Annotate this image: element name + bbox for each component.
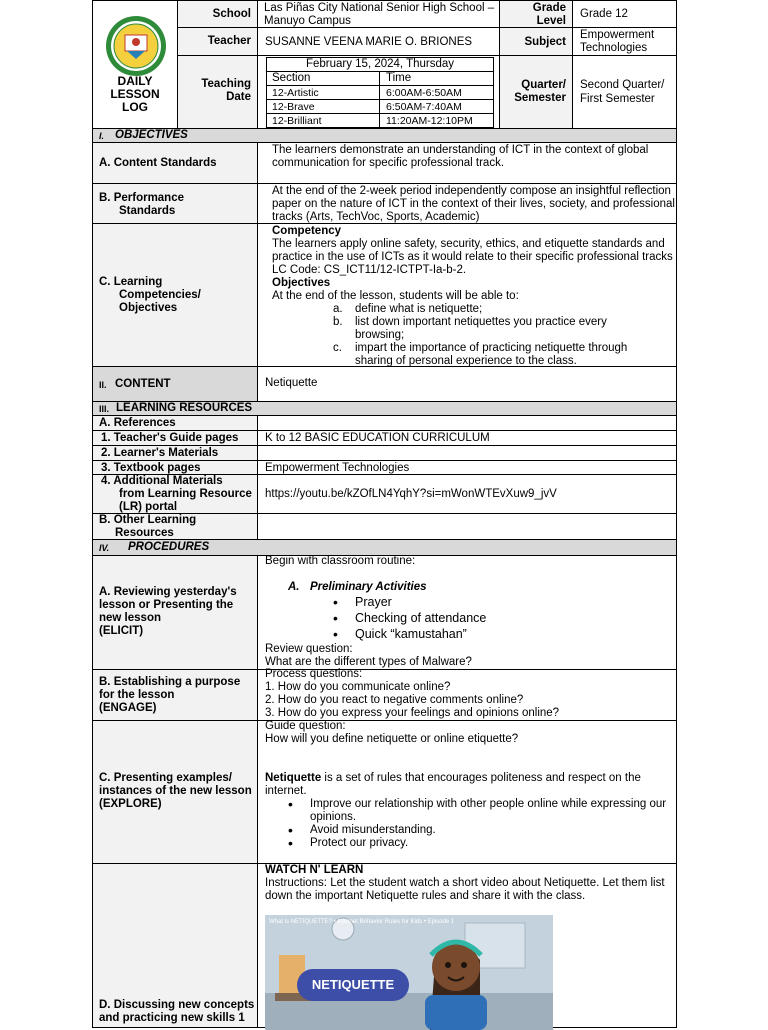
objectives-num: I.: [99, 131, 105, 141]
engage-label-line-1: B. Establishing a purpose: [99, 676, 241, 688]
school-value-cell: [257, 0, 500, 28]
teacher-label: Teacher: [207, 35, 251, 47]
lc-label-line-3: Objectives: [119, 302, 178, 314]
schedule-time: 6:00AM-6:50AM: [386, 87, 462, 99]
content-standards-line-1: The learners demonstrate an understanding of ICT in the context of global: [272, 144, 649, 156]
objectives-header: [92, 128, 677, 143]
school-label: School: [212, 8, 251, 20]
competency-line-2: practice in the use of ICTs as it would relate to their specific professional tracks: [272, 251, 673, 263]
date-label-line-1: Teaching: [201, 78, 251, 90]
benefit-2: • Avoid misunderstanding.: [310, 824, 436, 837]
schedule-row-3-section: [266, 113, 380, 128]
objectives-title: OBJECTIVES: [115, 129, 188, 141]
teacher-value: SUSANNE VEENA MARIE O. BRIONES: [265, 36, 473, 48]
content-standards-line-2: communication for specific professional track.: [272, 157, 505, 169]
schedule-row-1-section: [266, 85, 380, 100]
learning-competencies-label-cell: [92, 223, 258, 367]
engage-label-line-3: (ENGAGE): [99, 702, 157, 714]
guide-question-title: Guide question:: [265, 720, 346, 732]
review-question: What are the different types of Malware?: [265, 656, 472, 668]
quarter-value-cell: [572, 55, 677, 129]
performance-line-2: paper on the nature of ICT in the context of their lives, society, and professional: [272, 198, 675, 210]
other-resources-label-line-2: Resources: [115, 527, 174, 539]
content-standards-label: A. Content Standards: [99, 157, 217, 169]
textbook-label: 3. Textbook pages: [101, 462, 201, 474]
objective-c-line-1: impart the importance of practicing netiquette through: [355, 342, 628, 354]
schedule-time: 11:20AM-12:10PM: [386, 115, 473, 127]
schedule-section-header: Section: [272, 72, 311, 84]
other-resources-value-cell: [257, 513, 677, 540]
netiquette-definition: [265, 772, 641, 785]
benefit-3: • Protect our privacy.: [310, 837, 408, 850]
objective-letter-b: b.: [333, 316, 343, 328]
content-title: CONTENT: [115, 378, 171, 390]
resources-header: [92, 401, 677, 416]
teachers-guide-label: 1. Teacher's Guide pages: [101, 432, 239, 444]
content-standards-value-cell: [257, 142, 677, 184]
explore-label-line-1: C. Presenting examples/: [99, 772, 232, 784]
competency-line-1: The learners apply online safety, security, ethics, and etiquette standards and: [272, 238, 665, 250]
content-label-cell: [92, 366, 258, 402]
guide-question: How will you define netiquette or online etiquette?: [265, 733, 519, 745]
procedures-title: PROCEDURES: [128, 541, 210, 553]
schedule-date-cell: [266, 57, 494, 72]
performance-standards-label-cell: [92, 183, 258, 224]
schedule-time: 6:50AM-7:40AM: [386, 101, 462, 113]
objective-letter-a: a.: [333, 303, 343, 315]
date-value-cell: [257, 55, 500, 129]
elicit-label-line-4: (ELICIT): [99, 625, 144, 637]
learning-competencies-value-cell: [257, 223, 677, 367]
performance-label-line-2: Standards: [119, 205, 176, 217]
competency-title: Competency: [272, 225, 342, 237]
objectives-intro: At the end of the lesson, students will be able to:: [272, 290, 519, 302]
schedule-row-3-time: [379, 113, 494, 128]
objective-a-line-1: define what is netiquette;: [355, 303, 483, 315]
schedule-header-section: [266, 71, 380, 86]
process-questions-title: Process questions:: [265, 668, 363, 680]
elicit-label-line-3: new lesson: [99, 612, 161, 624]
objective-c-line-2: sharing of personal experience to the class.: [355, 355, 577, 367]
teacher-label-cell: [177, 27, 258, 56]
process-question-1: 1. How do you communicate online?: [265, 681, 451, 693]
learners-materials-label: 2. Learner's Materials: [101, 447, 219, 459]
objectives-subtitle: Objectives: [272, 277, 331, 289]
netiquette-definition-rest: is a set of rules that encourages politeness and respect on the: [321, 772, 641, 784]
explore-label-cell: [92, 720, 258, 864]
quarter-label-line-2: Semester: [514, 92, 566, 104]
video-title: NETIQUETTE: [311, 977, 395, 992]
schedule-row-2-section: [266, 99, 380, 114]
lc-label-line-1: C. Learning: [99, 276, 163, 288]
subject-value-line-2: Technologies: [580, 42, 648, 54]
additional-label-line-2: from Learning Resource: [119, 488, 252, 500]
schedule-time-header: Time: [386, 72, 412, 84]
performance-line-1: At the end of the 2-week period independently compose an insightful reflection: [272, 185, 671, 197]
teacher-value-cell: [257, 27, 500, 56]
subject-value-cell: [572, 27, 677, 56]
benefit-1-line-2: opinions.: [310, 811, 357, 823]
quarter-value-line-2: First Semester: [580, 93, 655, 105]
teachers-guide-value-cell: [257, 430, 677, 446]
header-logo-cell: [92, 0, 178, 129]
video-thumbnail[interactable]: [265, 915, 553, 1030]
quarter-label-line-1: Quarter/: [521, 79, 566, 91]
elicit-value-cell: [257, 555, 677, 670]
video-caption: What is NETIQUETTE? • Internet Behavior Rules for Kids • Episode 1: [269, 919, 455, 925]
grade-label-line-1: Grade: [532, 2, 566, 14]
engage-label-cell: [92, 669, 258, 721]
textbook-label-cell: [92, 460, 258, 475]
textbook-value: Empowerment Technologies: [265, 462, 410, 474]
elicit-sub-title: Preliminary Activities: [310, 581, 427, 593]
dll-title-line-2: LESSON: [110, 87, 160, 101]
bullet-kamustahan: • Quick “kamustahan”: [355, 627, 467, 642]
grade-label-cell: [499, 0, 573, 28]
dll-title-line-3: LOG: [122, 100, 148, 114]
content-value: Netiquette: [265, 377, 318, 389]
competency-line-3: LC Code: CS_ICT11/12-ICTPT-Ia-b-2.: [272, 264, 467, 276]
resources-title: LEARNING RESOURCES: [116, 402, 253, 414]
elicit-intro: Begin with classroom routine:: [265, 555, 416, 567]
additional-label-line-3: (LR) portal: [119, 501, 178, 513]
instruction-line-2: down the important Netiquette rules and share it with the class.: [265, 890, 586, 902]
grade-value-cell: [572, 0, 677, 28]
additional-materials-link[interactable]: https://youtu.be/kZOfLN4YqhY?si=mWonWTEvXuw9_jvV: [265, 488, 557, 500]
engage-label-line-2: for the lesson: [99, 689, 175, 701]
procedures-header: [92, 539, 677, 556]
schedule-row-1-time: [379, 85, 494, 100]
watch-n-learn-title: WATCH N' LEARN: [265, 864, 364, 876]
subject-label-cell: [499, 27, 573, 56]
school-seal-icon: [103, 15, 169, 77]
school-value-line-2: Manuyo Campus: [264, 15, 351, 27]
explore-value-cell: [257, 720, 677, 864]
additional-materials-label-cell: [92, 474, 258, 514]
benefit-1-line-1: • Improve our relationship with other people online while expressing our: [310, 798, 666, 811]
lc-label-line-2: Competencies/: [119, 289, 201, 301]
references-label: A. References: [99, 417, 176, 429]
learners-materials-label-cell: [92, 445, 258, 461]
instruction-line-1: Instructions: Let the student watch a short video about Netiquette. Let them list: [265, 877, 665, 889]
objective-b-line-2: browsing;: [355, 329, 405, 341]
process-question-2: 2. How do you react to negative comments online?: [265, 694, 524, 706]
teaching-date: February 15, 2024, Thursday: [305, 58, 455, 70]
discussing-label-line-1: D. Discussing new concepts: [99, 999, 255, 1011]
bullet-attendance: • Checking of attendance: [355, 611, 486, 626]
quarter-value-line-1: Second Quarter/: [580, 79, 665, 91]
elicit-label-cell: [92, 555, 258, 670]
references-value-cell: [257, 415, 677, 431]
content-standards-label-cell: [92, 142, 258, 184]
content-value-cell: [257, 366, 677, 402]
procedures-num: IV.: [99, 543, 110, 553]
elicit-sub-letter: A.: [288, 581, 300, 593]
subject-label: Subject: [524, 36, 566, 48]
process-question-3: 3. How do you express your feelings and opinions online?: [265, 707, 560, 719]
content-num: II.: [99, 380, 107, 390]
learners-materials-value-cell: [257, 445, 677, 461]
explore-label-line-2: instances of the new lesson: [99, 785, 252, 797]
other-resources-label-cell: [92, 513, 258, 540]
discussing-label-cell: [92, 863, 258, 1028]
performance-line-3: tracks (Arts, TechVoc, Sports, Academic): [272, 211, 480, 223]
performance-label-line-1: B. Performance: [99, 192, 185, 204]
schedule-header-time: [379, 71, 494, 86]
other-resources-label-line-1: B. Other Learning: [99, 514, 197, 526]
review-question-title: Review question:: [265, 643, 353, 655]
netiquette-definition-line-2: internet.: [265, 785, 307, 797]
grade-label-line-2: Level: [536, 15, 566, 27]
schedule-row-2-time: [379, 99, 494, 114]
objective-letter-c: c.: [333, 342, 342, 354]
engage-value-cell: [257, 669, 677, 721]
explore-label-line-3: (EXPLORE): [99, 798, 162, 810]
references-label-cell: [92, 415, 258, 431]
school-value-line-1: Las Piñas City National Senior High School –: [264, 2, 495, 14]
school-label-cell: [177, 0, 258, 28]
teachers-guide-label-cell: [92, 430, 258, 446]
grade-value: Grade 12: [580, 8, 628, 20]
objective-b-line-1: list down important netiquettes you practice every: [355, 316, 607, 328]
discussing-value-cell: [257, 863, 677, 1028]
schedule-section: 12-Brave: [272, 101, 315, 113]
netiquette-term: Netiquette: [265, 772, 322, 784]
discussing-label-line-2: and practicing new skills 1: [99, 1012, 245, 1024]
elicit-label-line-2: lesson or Presenting the: [99, 599, 234, 611]
quarter-label-cell: [499, 55, 573, 129]
performance-standards-value-cell: [257, 183, 677, 224]
dll-title-line-1: DAILY: [117, 74, 153, 88]
resources-num: III.: [99, 404, 110, 414]
schedule-section: 12-Artistic: [272, 87, 319, 99]
additional-materials-value-cell: [257, 474, 677, 514]
textbook-value-cell: [257, 460, 677, 475]
schedule-section: 12-Brilliant: [272, 115, 322, 127]
teachers-guide-value: K to 12 BASIC EDUCATION CURRICULUM: [265, 432, 490, 444]
video-scene-illustration: [265, 915, 553, 1030]
date-label-cell: [177, 55, 258, 129]
date-label-line-2: Date: [226, 91, 251, 103]
bullet-prayer: • Prayer: [355, 595, 392, 610]
subject-value-line-1: Empowerment: [580, 29, 655, 41]
elicit-label-line-1: A. Reviewing yesterday's: [99, 586, 237, 598]
additional-label-line-1: 4. Additional Materials: [101, 475, 223, 487]
